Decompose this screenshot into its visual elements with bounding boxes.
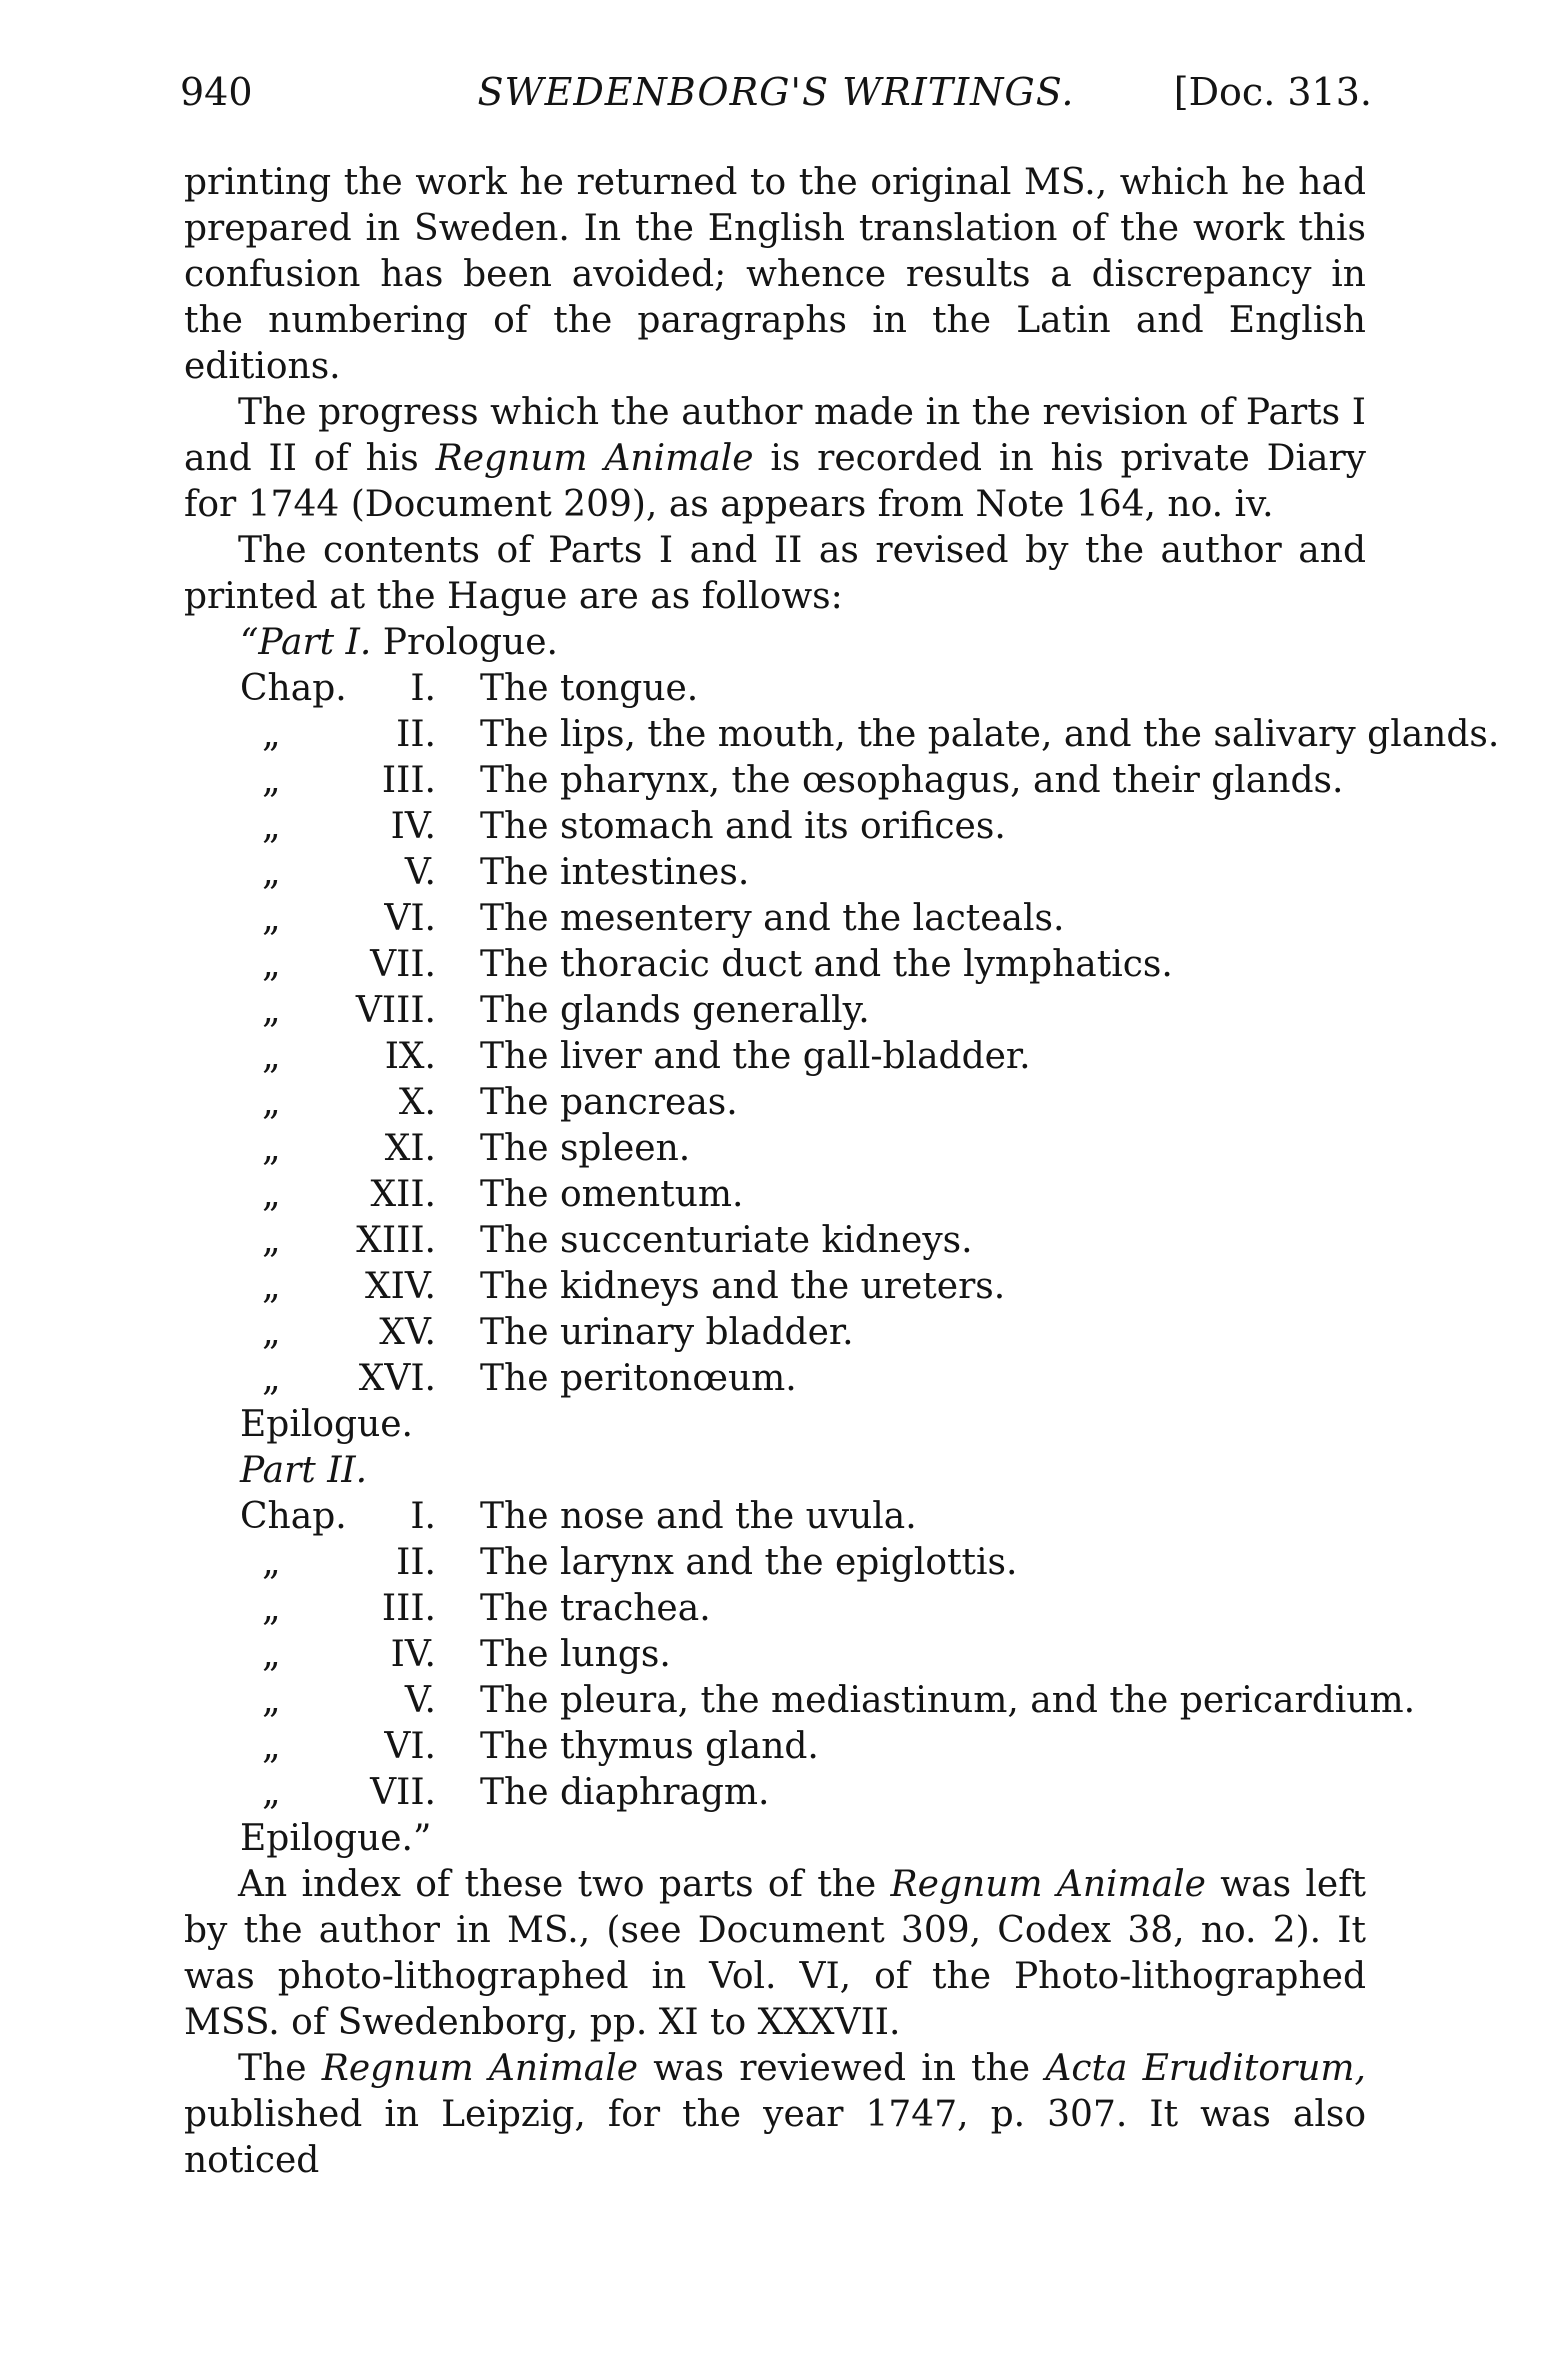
- chapter-number: IX.: [384, 1036, 436, 1077]
- contents-row: [184, 988, 1366, 1034]
- ditto-mark: „: [262, 760, 281, 801]
- ditto-mark: „: [262, 1634, 281, 1675]
- part-heading-text: [240, 620, 558, 666]
- paragraph-review: The Regnum Animale was reviewed in the Acta Eruditorum, published in Leipzig, for the year 1747, p. 307. It was also noticed: [184, 2048, 1366, 2181]
- paragraph-index: An index of these two parts of the Regnum Animale was left by the author in MS., (see Document 309, Codex 38, no. 2). It was photo-lithographed in Vol. VI, of the Photo-lithographed MSS. of Swedenborg, pp. XI to XXXVII.: [184, 1864, 1367, 2043]
- ditto-mark: „: [262, 1772, 281, 1813]
- chapter-title: The spleen.: [480, 1128, 691, 1169]
- contents-row: [184, 712, 1500, 758]
- chap-label: Chap.: [240, 1496, 347, 1537]
- chapter-title: The diaphragm.: [480, 1772, 770, 1813]
- chapter-number: XVI.: [358, 1358, 436, 1399]
- ditto-mark: „: [262, 1174, 281, 1215]
- chapter-number: IV.: [390, 1634, 436, 1675]
- chapter-number: I.: [410, 1496, 436, 1537]
- chapter-number: XIII.: [356, 1220, 436, 1261]
- contents-row: [184, 666, 1366, 712]
- chapter-title: The pharynx, the œsophagus, and their glands.: [480, 760, 1344, 801]
- running-header: [180, 70, 1372, 126]
- contents-row: [184, 1494, 1366, 1540]
- epilogue-line: [184, 1402, 1366, 1448]
- chapter-number: VII.: [370, 944, 436, 985]
- document-reference: [Doc. 313.: [1173, 70, 1372, 114]
- chapter-title: The lungs.: [480, 1634, 671, 1675]
- chapter-number: VIII.: [355, 990, 436, 1031]
- chapter-title: The trachea.: [480, 1588, 711, 1629]
- ditto-mark: „: [262, 1726, 281, 1767]
- contents-row: [184, 942, 1366, 988]
- chapter-title: The liver and the gall-bladder.: [480, 1036, 1031, 1077]
- part-heading: [184, 1448, 1366, 1494]
- chapter-number: IV.: [390, 806, 436, 847]
- chapter-title: The thymus gland.: [480, 1726, 819, 1767]
- chapter-number: II.: [396, 714, 436, 755]
- ditto-mark: „: [262, 1358, 281, 1399]
- page-body: [184, 160, 1500, 2184]
- chapter-title: The kidneys and the ureters.: [480, 1266, 1006, 1307]
- chapter-title: The peritonœum.: [480, 1358, 797, 1399]
- chapter-title: The larynx and the epiglottis.: [480, 1542, 1018, 1583]
- chapter-number: III.: [381, 760, 436, 801]
- chapter-number: V.: [404, 1680, 436, 1721]
- chapter-title: The intestines.: [480, 852, 750, 893]
- chapter-title: The nose and the uvula.: [480, 1496, 917, 1537]
- contents-row: [184, 1632, 1366, 1678]
- chapter-number: XIV.: [365, 1266, 436, 1307]
- chapter-number: V.: [404, 852, 436, 893]
- chapter-title: The succenturiate kidneys.: [480, 1220, 973, 1261]
- chapter-title: The omentum.: [480, 1174, 744, 1215]
- contents-row: [184, 1586, 1366, 1632]
- chapter-title: The thoracic duct and the lymphatics.: [480, 944, 1173, 985]
- ditto-mark: „: [262, 1128, 281, 1169]
- ditto-mark: „: [262, 1680, 281, 1721]
- ditto-mark: „: [262, 898, 281, 939]
- ditto-mark: „: [262, 1266, 281, 1307]
- chapter-number: VI.: [384, 898, 436, 939]
- prologue-label: Prologue.: [382, 622, 558, 663]
- running-title: SWEDENBORG'S WRITINGS.: [477, 70, 1075, 114]
- epilogue-label: Epilogue.: [240, 1404, 414, 1445]
- contents-list: [184, 620, 1500, 1862]
- ditto-mark: „: [262, 1588, 281, 1629]
- contents-row: [184, 804, 1366, 850]
- ditto-mark: „: [262, 1082, 281, 1123]
- part-label: Part II.: [240, 1450, 368, 1491]
- chapter-title: The lips, the mouth, the palate, and the salivary glands.: [480, 714, 1500, 755]
- epilogue-label: Epilogue.”: [240, 1818, 432, 1859]
- contents-row: [184, 850, 1366, 896]
- contents-row: [184, 1172, 1366, 1218]
- paragraph-progress: The progress which the author made in the revision of Parts I and II of his Regnum Animale is recorded in his private Diary for 1744 (Document 209), as appears from Note 164, no. iv.: [184, 392, 1366, 525]
- ditto-mark: „: [262, 1036, 281, 1077]
- chapter-title: The pancreas.: [480, 1082, 738, 1123]
- chapter-number: XV.: [379, 1312, 436, 1353]
- chapter-number: I.: [410, 668, 436, 709]
- ditto-mark: „: [262, 1542, 281, 1583]
- contents-row: [184, 1770, 1366, 1816]
- ditto-mark: „: [262, 852, 281, 893]
- contents-row: [184, 1264, 1366, 1310]
- ditto-mark: „: [262, 714, 281, 755]
- ditto-mark: „: [262, 1220, 281, 1261]
- contents-row: [184, 1080, 1366, 1126]
- chapter-number: XI.: [384, 1128, 436, 1169]
- part-heading: [184, 620, 1366, 666]
- chapter-number: VI.: [384, 1726, 436, 1767]
- contents-row: [184, 1126, 1366, 1172]
- chapter-number: X.: [398, 1082, 436, 1123]
- chapter-title: The tongue.: [480, 668, 699, 709]
- chapter-number: XII.: [370, 1174, 436, 1215]
- contents-row: [184, 1678, 1416, 1724]
- chapter-title: The glands generally.: [480, 990, 870, 1031]
- contents-row: [184, 896, 1366, 942]
- page-number: 940: [180, 70, 253, 114]
- chapter-title: The urinary bladder.: [480, 1312, 854, 1353]
- chapter-title: The mesentery and the lacteals.: [480, 898, 1065, 939]
- chapter-number: II.: [396, 1542, 436, 1583]
- contents-row: [184, 758, 1366, 804]
- part-label: “Part I.: [240, 622, 372, 663]
- ditto-mark: „: [262, 1312, 281, 1353]
- epilogue-line: [184, 1816, 1366, 1862]
- chapter-title: The pleura, the mediastinum, and the pericardium.: [480, 1680, 1416, 1721]
- ditto-mark: „: [262, 806, 281, 847]
- chapter-title: The stomach and its orifices.: [480, 806, 1006, 847]
- paragraph-continuation: printing the work he returned to the original MS., which he had prepared in Sweden. In the English translation of the work this confusion has been avoided; whence results a discrepancy in the numbering of the paragraphs in the Latin and English editions.: [184, 162, 1366, 387]
- chapter-number: VII.: [370, 1772, 436, 1813]
- chap-label: Chap.: [240, 668, 347, 709]
- ditto-mark: „: [262, 944, 281, 985]
- contents-row: [184, 1724, 1366, 1770]
- contents-row: [184, 1310, 1366, 1356]
- paragraph-contents-intro: The contents of Parts I and II as revised by the author and printed at the Hague are as follows:: [184, 530, 1366, 617]
- contents-row: [184, 1218, 1366, 1264]
- contents-row: [184, 1034, 1366, 1080]
- ditto-mark: „: [262, 990, 281, 1031]
- contents-row: [184, 1540, 1366, 1586]
- chapter-number: III.: [381, 1588, 436, 1629]
- contents-row: [184, 1356, 1366, 1402]
